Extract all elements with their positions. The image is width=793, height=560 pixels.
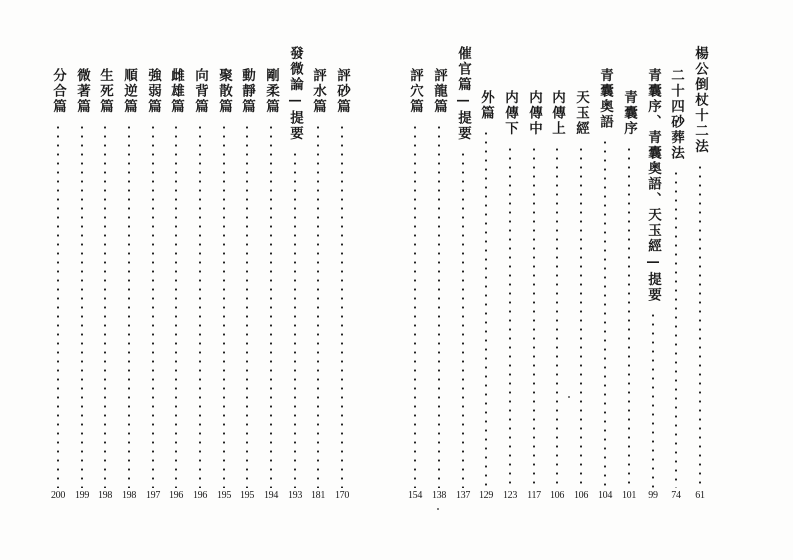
dot-leader [675,169,677,488]
toc-entry [500,46,520,502]
page-number: 170 [334,490,350,501]
toc-entry [237,46,257,502]
entry-title: 内傳中 [526,90,542,137]
toc-entry [524,46,544,502]
page-number: 196 [168,490,184,501]
page-number: 137 [455,490,471,501]
entry-title: 外篇 [478,90,494,121]
dot-leader [652,311,654,488]
page-number: 181 [310,490,326,501]
page-number: 101 [621,490,637,501]
toc-entry [453,46,473,502]
toc-entry [571,46,591,502]
entry-title: 動靜篇 [239,68,255,115]
entry-title: 發微論—提要 [287,46,303,142]
page-number: 138 [431,490,447,501]
page-number: 199 [74,490,90,501]
dot-leader [485,129,487,488]
entry-title: 青囊序 [621,90,637,137]
toc-entry [308,46,328,502]
entry-title: 順逆篇 [121,68,137,115]
dot-leader [341,123,343,488]
toc-entry [261,46,281,502]
page-number: 195 [239,490,255,501]
entry-title: 強弱篇 [145,68,161,115]
page-number: 104 [597,490,613,501]
entry-title: 内傳上 [549,90,565,137]
toc-entry [619,46,639,502]
page-number: 197 [145,490,161,501]
toc-entry [166,46,186,502]
toc-entry [119,46,139,502]
dot-leader [580,145,582,488]
toc-entry [429,46,449,502]
page-number: 106 [549,490,565,501]
dot-leader [57,123,59,488]
page-number: 154 [407,490,423,501]
entry-title: 評穴篇 [407,68,423,115]
dot-leader [438,123,440,488]
entry-title: 生死篇 [97,68,113,115]
entry-title: 雌雄篇 [168,68,184,115]
toc-entry [547,46,567,502]
page-number: 193 [287,490,303,501]
dot-leader [128,123,130,488]
toc-entry [285,46,305,502]
dot-leader [81,123,83,488]
toc-entry [95,46,115,502]
entry-title: 聚散篇 [216,68,232,115]
entry-title: 評水篇 [310,68,326,115]
scan-speck [568,396,570,398]
dot-leader [533,145,535,488]
entry-title: 剛柔篇 [263,68,279,115]
page-number: 123 [502,490,518,501]
toc-entry [190,46,210,502]
dot-leader [175,123,177,488]
page-number: 106 [573,490,589,501]
entry-title: 評龍篇 [431,68,447,115]
entry-title: 微著篇 [74,68,90,115]
toc-entry [643,46,663,502]
dot-leader [462,150,464,488]
dot-leader [294,150,296,488]
dot-leader [414,123,416,488]
dot-leader [270,123,272,488]
page-number: 200 [50,490,66,501]
page-number: 196 [192,490,208,501]
dot-leader [604,138,606,488]
entry-title: 内傳下 [502,90,518,137]
entry-title: 催官篇—提要 [455,46,471,142]
toc-entry [332,46,352,502]
toc-entry [666,46,686,502]
dot-leader [223,123,225,488]
toc-entry [595,46,615,502]
dot-leader [556,145,558,488]
scan-speck [437,508,439,510]
dot-leader [317,123,319,488]
page-number: 129 [478,490,494,501]
page-number: 117 [527,490,541,501]
dot-leader [699,163,701,488]
dot-leader [509,145,511,488]
page-number: 195 [216,490,232,501]
entry-title: 天玉經 [573,90,589,137]
page-number: 74 [671,490,681,501]
page-number: 198 [121,490,137,501]
toc-entry [405,46,425,502]
dot-leader [628,145,630,488]
toc-entry [690,46,710,502]
page-number: 61 [695,490,705,501]
dot-leader [152,123,154,488]
page-number: 198 [97,490,113,501]
toc-entry [143,46,163,502]
page-number: 194 [263,490,279,501]
toc-entry [476,46,496,502]
entry-title: 二十四砂葬法 [668,68,684,161]
entry-title: 青囊序、青囊奥語、天玉經—提要 [645,68,661,303]
entry-title: 青囊奥語 [597,68,613,130]
entry-title: 楊公倒杖十二法 [692,46,708,155]
dot-leader [104,123,106,488]
page-number: 99 [648,490,658,501]
entry-title: 向背篇 [192,68,208,115]
toc-entry [48,46,68,502]
dot-leader [246,123,248,488]
entry-title: 分合篇 [50,68,66,115]
toc-entry [214,46,234,502]
toc-entry [72,46,92,502]
entry-title: 評砂篇 [334,68,350,115]
dot-leader [199,123,201,488]
